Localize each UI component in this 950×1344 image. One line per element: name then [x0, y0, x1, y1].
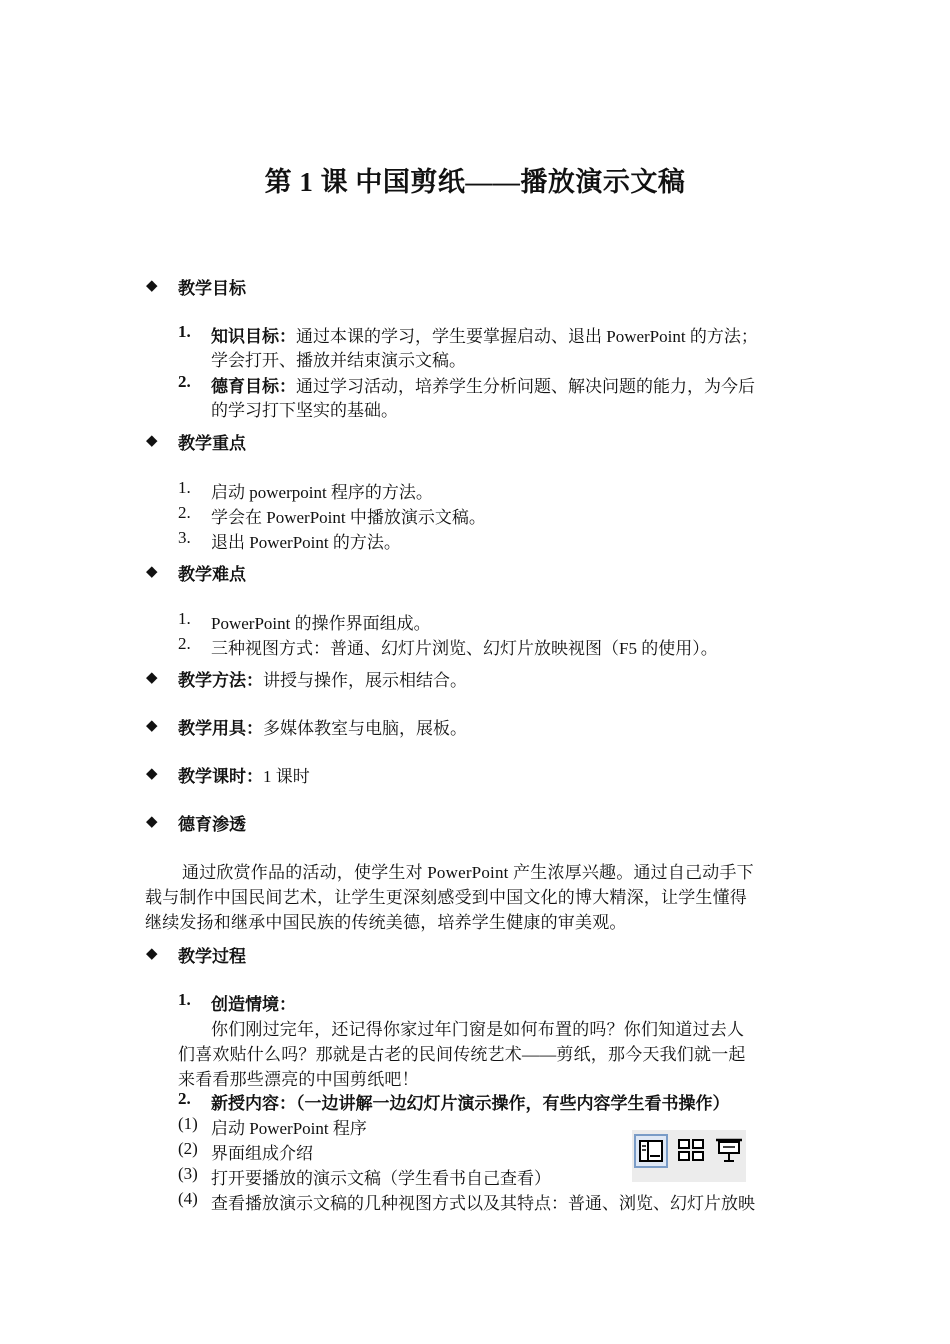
method-heading: 教学方法： — [178, 671, 263, 690]
list-item: 学会在 PowerPoint 中播放演示文稿。 — [211, 508, 486, 527]
goal-text-cont: 学会打开、播放并结束演示文稿。 — [211, 351, 466, 370]
slide-show-view-icon — [712, 1134, 746, 1168]
page-title: 第 1 课 中国剪纸——播放演示文稿 — [264, 167, 686, 197]
bullet-diamond: ◆ — [146, 766, 158, 782]
tools-text: 多媒体教室与电脑，展板。 — [263, 719, 467, 738]
goal-text: 通过学习活动，培养学生分析问题、解决问题的能力，为今后 — [296, 377, 755, 396]
method-line — [178, 666, 467, 691]
step-paragraph-line: 们喜欢贴什么吗？那就是古老的民间传统艺术——剪纸，那今天我们就一起 — [178, 1045, 746, 1064]
key-points-heading: 教学重点 — [178, 434, 246, 453]
step-label: 创造情境： — [211, 995, 296, 1014]
goal-label: 德育目标： — [211, 377, 296, 396]
step-number: 2. — [178, 1089, 191, 1108]
moral-paragraph-line: 通过欣赏作品的活动，使学生对 PowerPoint 产生浓厚兴趣。通过自己动手下 — [182, 863, 754, 882]
bullet-diamond: ◆ — [146, 433, 158, 449]
subitem-number: (3) — [178, 1164, 198, 1183]
goal-item — [211, 322, 758, 347]
bullet-diamond: ◆ — [146, 564, 158, 580]
view-buttons-image — [632, 1130, 746, 1182]
subitem-number: (1) — [178, 1114, 198, 1133]
subitem-text: 查看播放演示文稿的几种视图方式以及其特点：普通、浏览、幻灯片放映 — [211, 1194, 755, 1213]
goal-text-cont: 的学习打下坚实的基础。 — [211, 401, 398, 420]
goal-item — [211, 372, 755, 397]
step-paragraph-line: 你们刚过完年，还记得你家过年门窗是如何布置的吗？你们知道过去人 — [211, 1020, 745, 1039]
list-item: 三种视图方式：普通、幻灯片浏览、幻灯片放映视图（F5 的使用）。 — [211, 639, 718, 658]
subitem-text: 界面组成介绍 — [211, 1144, 313, 1163]
list-number: 2. — [178, 503, 191, 522]
list-number: 1. — [178, 609, 191, 628]
list-number: 3. — [178, 528, 191, 547]
goal-number: 1. — [178, 322, 191, 341]
goals-heading: 教学目标 — [178, 279, 246, 298]
goal-text: 通过本课的学习，学生要掌握启动、退出 PowerPoint 的方法； — [296, 327, 758, 346]
step-paragraph-line: 来看看那些漂亮的中国剪纸吧！ — [178, 1070, 419, 1089]
list-item: 退出 PowerPoint 的方法。 — [211, 533, 401, 552]
step-label: 新授内容：（一边讲解一边幻灯片演示操作，有些内容学生看书操作） — [211, 1094, 730, 1113]
subitem-text: 打开要播放的演示文稿（学生看书自己查看） — [211, 1169, 551, 1188]
method-text: 讲授与操作，展示相结合。 — [263, 671, 467, 690]
step-number: 1. — [178, 990, 191, 1009]
list-number: 2. — [178, 634, 191, 653]
subitem-number: (4) — [178, 1189, 198, 1208]
tools-line — [178, 714, 467, 739]
moral-heading: 德育渗透 — [178, 815, 246, 834]
list-item: 启动 powerpoint 程序的方法。 — [211, 483, 433, 502]
normal-view-icon — [634, 1134, 668, 1168]
hours-heading: 教学课时： — [178, 767, 263, 786]
hours-line — [178, 762, 310, 787]
list-number: 1. — [178, 478, 191, 497]
subitem-text: 启动 PowerPoint 程序 — [211, 1119, 367, 1138]
subitem-number: (2) — [178, 1139, 198, 1158]
bullet-diamond: ◆ — [146, 670, 158, 686]
hours-text: 1 课时 — [263, 767, 310, 786]
tools-heading: 教学用具： — [178, 719, 263, 738]
process-heading: 教学过程 — [178, 947, 246, 966]
list-item: PowerPoint 的操作界面组成。 — [211, 614, 431, 633]
moral-paragraph-line: 继续发扬和继承中国民族的传统美德，培养学生健康的审美观。 — [145, 913, 627, 932]
goal-number: 2. — [178, 372, 191, 391]
bullet-diamond: ◆ — [146, 814, 158, 830]
bullet-diamond: ◆ — [146, 946, 158, 962]
goal-label: 知识目标： — [211, 327, 296, 346]
slide-sorter-view-icon — [674, 1134, 708, 1168]
bullet-diamond: ◆ — [146, 718, 158, 734]
moral-paragraph-line: 载与制作中国民间艺术，让学生更深刻感受到中国文化的博大精深，让学生懂得 — [145, 888, 747, 907]
difficulties-heading: 教学难点 — [178, 565, 246, 584]
bullet-diamond: ◆ — [146, 278, 158, 294]
